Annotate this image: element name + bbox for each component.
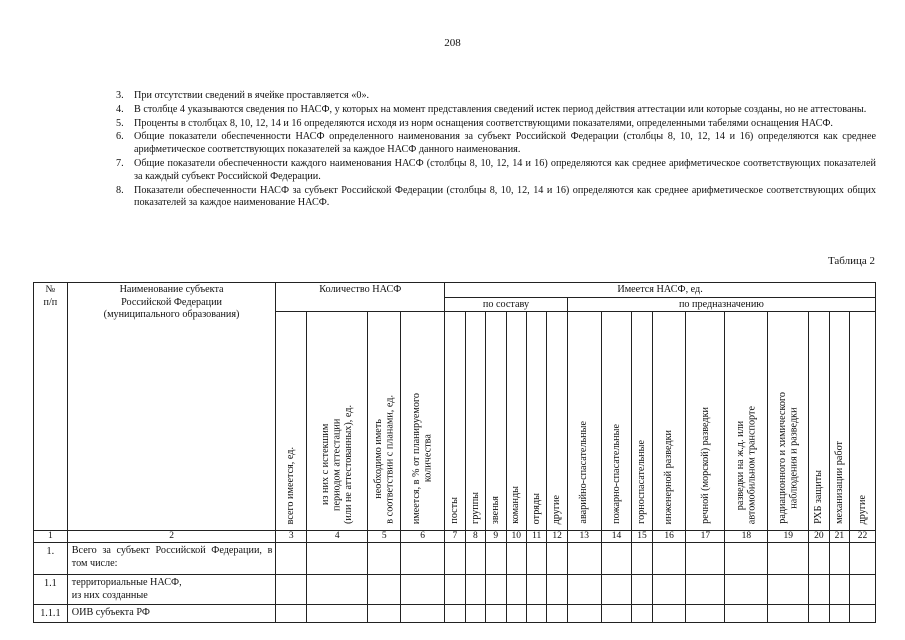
header-available-group: Имеется НАСФ, ед.: [445, 283, 876, 298]
column-header: [601, 312, 632, 531]
column-number: 1: [34, 531, 68, 543]
table-row: [34, 605, 876, 623]
column-number: 2: [67, 531, 276, 543]
column-header: [850, 312, 876, 531]
column-header: [307, 312, 368, 531]
column-header-text: горноспасательные: [636, 440, 648, 524]
column-number: 9: [486, 531, 506, 543]
column-number: 20: [809, 531, 829, 543]
column-header: [768, 312, 809, 531]
note-text: Общие показатели обеспеченности каждого наименования НАСФ (столбцы 8, 10, 12, 14 и 16) определяются как среднее арифметическое соответствующих показателей за каждый субъект Российской Федерации.: [134, 157, 876, 182]
column-header: [547, 312, 567, 531]
note-text: Общие показатели обеспеченности НАСФ определенного наименования за субъект Российской Федерации (столбцы 8, 10, 12, 14 и 16) определяются как среднее арифметическое соответствующих показателей за каждое НАСФ данного наименования.: [134, 131, 876, 156]
column-header: [368, 312, 401, 531]
column-number: 8: [465, 531, 485, 543]
table-row: [34, 575, 876, 605]
note-number: 5.: [116, 117, 124, 129]
table-row: [34, 543, 876, 575]
column-header: [526, 312, 546, 531]
column-header-text: аварийно-спасательные: [578, 421, 590, 524]
column-header-text: команды: [510, 486, 522, 524]
note-text: При отсутствии сведений в ячейке проставляется «0».: [134, 90, 370, 101]
column-number: 14: [601, 531, 632, 543]
note-item: [116, 104, 876, 117]
column-header: [809, 312, 829, 531]
column-number: 3: [276, 531, 307, 543]
column-header-text: другие: [551, 494, 563, 524]
column-number-row: [34, 531, 876, 543]
column-header-text: необходимо иметь в соответствии с планами, ед.: [372, 395, 396, 524]
column-header: [686, 312, 725, 531]
note-text: Проценты в столбцах 8, 10, 12, 14 и 16 определяются исходя из норм оснащения соответствующими показателями, определенными табелями оснащения НАСФ.: [134, 117, 833, 129]
column-header: [445, 312, 465, 531]
column-header: [276, 312, 307, 531]
column-header-text: механизации работ: [833, 441, 845, 524]
header-num: № п/п: [34, 283, 68, 531]
note-number: 3.: [116, 90, 124, 101]
note-text: В столбце 4 указываются сведения по НАСФ, у которых на момент представления сведений истек период действия аттестации или которые созданы, но не аттестованы.: [134, 103, 867, 115]
note-number: 4.: [116, 103, 124, 115]
column-header-text: имеется, в % от планируемого количества: [411, 392, 434, 524]
note-item: [116, 131, 876, 157]
column-header-text: звенья: [490, 495, 502, 524]
column-header-text: пожарно-спасательные: [610, 424, 622, 524]
column-header-text: радиационного и химического наблюдения и разведки: [776, 392, 800, 524]
column-number: 22: [850, 531, 876, 543]
note-number: 7.: [116, 157, 124, 169]
row-label: Всего за субъект Российской Федерации, в том числе:: [67, 543, 276, 575]
column-number: 16: [652, 531, 686, 543]
column-number: 17: [686, 531, 725, 543]
column-header-text: речной (морской) разведки: [699, 407, 711, 524]
header-by-composition: по составу: [445, 297, 568, 312]
column-header: [632, 312, 652, 531]
column-header-text: другие: [856, 494, 868, 524]
column-header: [829, 312, 849, 531]
note-item: [116, 90, 876, 103]
column-header: [652, 312, 686, 531]
column-header-text: группы: [469, 492, 481, 524]
column-number: 12: [547, 531, 567, 543]
column-header: [486, 312, 506, 531]
column-number: 19: [768, 531, 809, 543]
note-item: [116, 158, 876, 184]
column-number: 5: [368, 531, 401, 543]
column-number: 4: [307, 531, 368, 543]
nasf-table: [33, 282, 876, 623]
header-by-purpose: по предназначению: [567, 297, 875, 312]
column-header: [401, 312, 445, 531]
row-number: 1.1: [34, 575, 68, 605]
header-count-group: Количество НАСФ: [276, 283, 445, 312]
column-number: 7: [445, 531, 465, 543]
column-number: 15: [632, 531, 652, 543]
column-number: 11: [526, 531, 546, 543]
column-number: 6: [401, 531, 445, 543]
column-header-text: посты: [449, 497, 461, 524]
column-header-text: разведки на ж.д. или автомобильном транспорте: [734, 405, 758, 524]
column-header: [506, 312, 526, 531]
column-header-text: отряды: [530, 492, 542, 524]
row-number: 1.1.1: [34, 605, 68, 623]
header-subject-name: Наименование субъекта Российской Федерации (муниципального образования): [67, 283, 276, 531]
column-header-text: инженерной разведки: [663, 429, 675, 524]
note-item: [116, 185, 876, 211]
row-number: 1.: [34, 543, 68, 575]
column-number: 18: [725, 531, 768, 543]
column-header: [725, 312, 768, 531]
page-number: 208: [444, 37, 461, 49]
row-label: ОИВ субъекта РФ: [67, 605, 276, 623]
note-text: Показатели обеспеченности НАСФ за субъект Российской Федерации (столбцы 8, 10, 12, 14 и 16) определяются как среднее арифметическое соответствующих общих показателей за каждое наименование НАСФ.: [134, 184, 876, 209]
column-header-text: РХБ защиты: [813, 470, 825, 524]
column-header-text: из них с истекшим периодом аттестации (или не аттестованных), ед.: [319, 405, 354, 524]
column-number: 13: [567, 531, 601, 543]
notes-list: [116, 90, 876, 211]
note-number: 6.: [116, 131, 124, 143]
column-number: 10: [506, 531, 526, 543]
column-header: [465, 312, 485, 531]
column-header: [567, 312, 601, 531]
row-label: территориальные НАСФ, из них созданные: [67, 575, 276, 605]
table-caption: Таблица 2: [827, 255, 875, 267]
column-number: 21: [829, 531, 849, 543]
column-header-text: всего имеется, ед.: [285, 446, 297, 524]
note-item: [116, 118, 876, 131]
note-number: 8.: [116, 184, 124, 196]
